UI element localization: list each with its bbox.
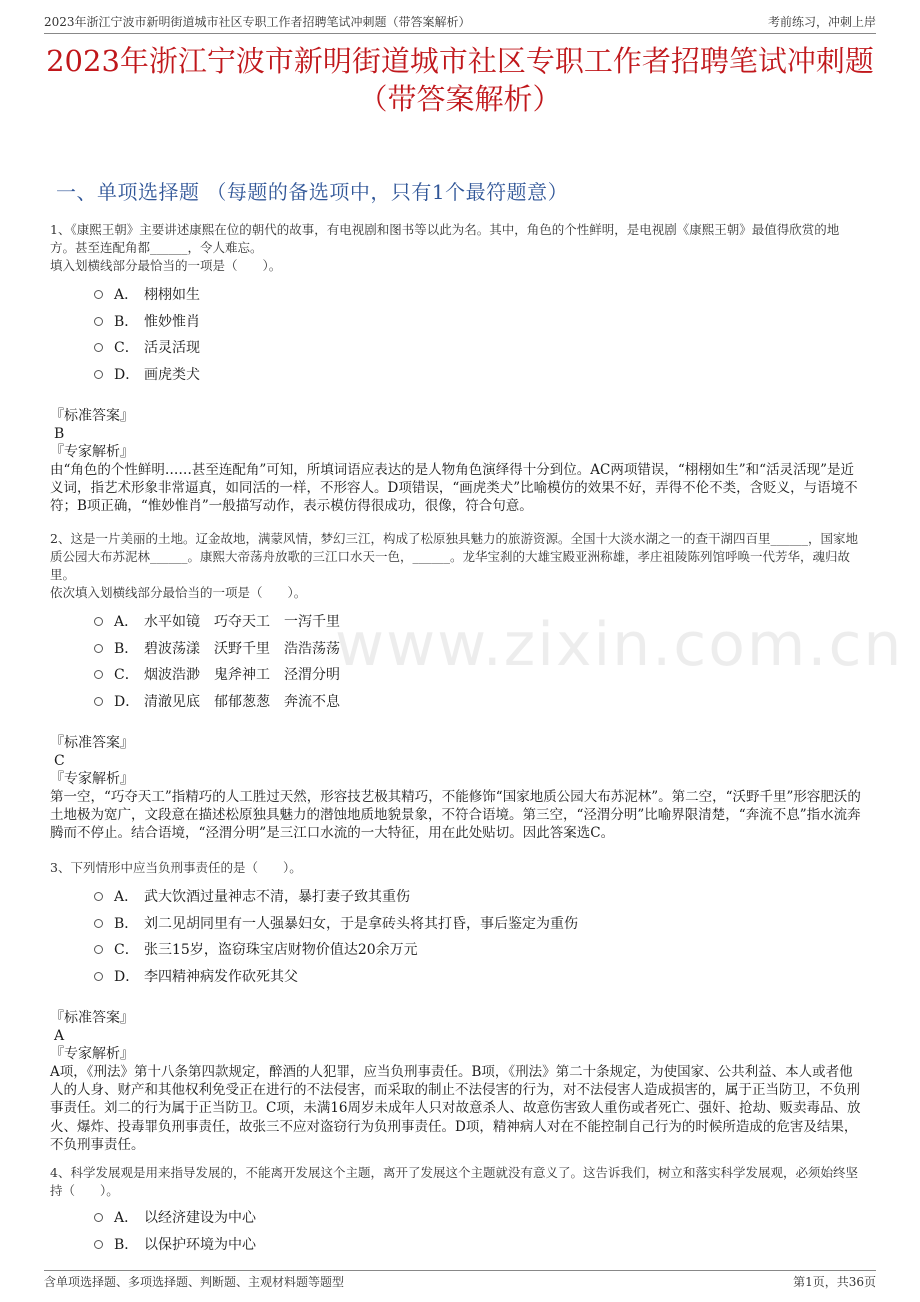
- option-b[interactable]: [50, 635, 864, 662]
- option-a[interactable]: [50, 1204, 864, 1231]
- option-text: 碧波荡漾 沃野千里 浩浩荡荡: [144, 640, 340, 657]
- option-text: 李四精神病发作砍死其父: [144, 968, 298, 985]
- question-1: [50, 221, 864, 516]
- option-text: 烟波浩渺 鬼斧神工 泾渭分明: [144, 667, 340, 684]
- question-stem: 4、科学发展观是用来指导发展的，不能离开发展这个主题，离开了发展这个主题就没有意义了。这告诉我们，树立和落实科学发展观，必须始终坚持（ ）。: [50, 1165, 858, 1198]
- answer-value: B: [54, 426, 65, 442]
- radio-icon[interactable]: [94, 919, 103, 928]
- analysis-label: 『专家解析』: [50, 771, 134, 787]
- option-text: 以保护环境为中心: [144, 1236, 256, 1253]
- option-letter: A．: [114, 614, 139, 631]
- radio-icon[interactable]: [94, 343, 103, 352]
- radio-icon[interactable]: [94, 1240, 103, 1249]
- option-letter: D．: [114, 693, 140, 710]
- option-letter: C．: [114, 667, 139, 684]
- option-letter: B．: [114, 1236, 139, 1253]
- option-letter: A．: [114, 1210, 139, 1227]
- page-footer: [44, 1270, 876, 1295]
- answer-label: 『标准答案』: [50, 735, 134, 751]
- question-stem: 1、《康熙王朝》主要讲述康熙在位的朝代的故事，有电视剧和图书等以此为名。其中，角色的个性鲜明，是电视剧《康熙王朝》最值得欣赏的地方。甚至连配角都______，令人难忘。: [50, 222, 840, 255]
- option-text: 武大饮酒过量神志不清，暴打妻子致其重伤: [144, 889, 410, 906]
- option-c[interactable]: [50, 936, 864, 963]
- radio-icon[interactable]: [94, 670, 103, 679]
- analysis-label: 『专家解析』: [50, 444, 134, 460]
- watermark: www.zixin.com.cn: [335, 610, 904, 680]
- option-letter: D．: [114, 968, 140, 985]
- option-text: 水平如镜 巧夺天工 一泻千里: [144, 614, 340, 631]
- option-b[interactable]: [50, 1231, 864, 1258]
- answer-value: A: [54, 1028, 65, 1044]
- answer-label: 『标准答案』: [50, 1010, 134, 1026]
- option-c[interactable]: [50, 661, 864, 688]
- option-text: 以经济建设为中心: [144, 1210, 256, 1227]
- question-prompt: 填入划横线部分最恰当的一项是（ ）。: [50, 258, 282, 273]
- question-3: [50, 859, 864, 1154]
- option-letter: B．: [114, 640, 139, 657]
- option-letter: C．: [114, 942, 139, 959]
- option-a[interactable]: [50, 883, 864, 910]
- radio-icon[interactable]: [94, 697, 103, 706]
- header-left-text: 2023年浙江宁波市新明街道城市社区专职工作者招聘笔试冲刺题（带答案解析）: [44, 15, 471, 29]
- option-a[interactable]: [50, 608, 864, 635]
- option-text: 栩栩如生: [144, 287, 200, 304]
- option-letter: A．: [114, 889, 139, 906]
- option-d[interactable]: [50, 361, 864, 388]
- option-letter: C．: [114, 340, 139, 357]
- radio-icon[interactable]: [94, 617, 103, 626]
- option-d[interactable]: [50, 963, 864, 990]
- option-letter: A．: [114, 287, 139, 304]
- option-d[interactable]: [50, 688, 864, 715]
- option-text: 活灵活现: [144, 340, 200, 357]
- option-text: 惟妙惟肖: [144, 313, 200, 330]
- option-letter: B．: [114, 313, 139, 330]
- question-stem: 2、这是一片美丽的土地。辽金故地，满蒙风情，梦幻三江，构成了松原独具魅力的旅游资源。全国十大淡水湖之一的查干湖四百里______，国家地质公园大布苏泥林______。康熙大帝荡舟放歌的三江口水天一色，______。龙华宝刹的大雄宝殿亚洲称雄，孝庄祖陵陈列馆呼唤一代芳华，魂归故里。: [50, 531, 858, 582]
- radio-icon[interactable]: [94, 370, 103, 379]
- question-stem: 3、下列情形中应当负刑事责任的是（ ）。: [50, 860, 302, 875]
- option-b[interactable]: [50, 910, 864, 937]
- radio-icon[interactable]: [94, 972, 103, 981]
- page-header: [44, 8, 876, 34]
- header-right-text: 考前练习，冲刺上岸: [767, 15, 876, 29]
- option-text: 画虎类犬: [144, 366, 200, 383]
- option-letter: B．: [114, 915, 139, 932]
- option-letter: D．: [114, 366, 140, 383]
- analysis-text: 第一空，“巧夺天工”指精巧的人工胜过天然，形容技艺极其精巧，不能修饰“国家地质公园大布苏泥林”。第二空，“沃野千里”形容肥沃的土地极为宽广，文段意在描述松原独具魅力的潜蚀地质地貌景象，不符合语境。第三空，“泾渭分明”比喻界限清楚，“奔流不息”指水流奔腾而不停止。结合语境，“泾渭分明”是三江口水流的一大特征，用在此处贴切。因此答案选C。: [50, 789, 861, 842]
- option-a[interactable]: [50, 281, 864, 308]
- answer-value: C: [54, 753, 65, 769]
- option-b[interactable]: [50, 308, 864, 335]
- radio-icon[interactable]: [94, 892, 103, 901]
- question-2: [50, 530, 864, 843]
- analysis-text: A项，《刑法》第十八条第四款规定，醉酒的人犯罪，应当负刑事责任。B项，《刑法》第二十条规定，为使国家、公共利益、本人或者他人的人身、财产和其他权利免受正在进行的不法侵害，而采取的制止不法侵害的行为，对不法侵害人造成损害的，属于正当防卫，不负刑事责任。刘二的行为属于正当防卫。C项，未满16周岁未成年人只对故意杀人、故意伤害致人重伤或者死亡、强奸、抢劫、贩卖毒品、放火、爆炸、投毒罪负刑事责任，故张三不应对盗窃行为负刑事责任。D项，精神病人对在不能控制自己行为的时候所造成的危害及结果，不负刑事责任。: [50, 1064, 861, 1153]
- radio-icon[interactable]: [94, 290, 103, 299]
- radio-icon[interactable]: [94, 317, 103, 326]
- answer-label: 『标准答案』: [50, 408, 134, 424]
- option-text: 刘二见胡同里有一人强暴妇女，于是拿砖头将其打昏，事后鉴定为重伤: [144, 915, 578, 932]
- radio-icon[interactable]: [94, 644, 103, 653]
- radio-icon[interactable]: [94, 1213, 103, 1222]
- option-c[interactable]: [50, 334, 864, 361]
- analysis-label: 『专家解析』: [50, 1046, 134, 1062]
- radio-icon[interactable]: [94, 945, 103, 954]
- option-text: 张三15岁，盗窃珠宝店财物价值达20余万元: [144, 942, 418, 959]
- section-title: 一、单项选择题 （每题的备选项中，只有1个最符题意）: [56, 180, 569, 204]
- question-prompt: 依次填入划横线部分最恰当的一项是（ ）。: [50, 585, 307, 600]
- footer-left-text: 含单项选择题、多项选择题、判断题、主观材料题等题型: [44, 1275, 345, 1289]
- document-title: 2023年浙江宁波市新明街道城市社区专职工作者招聘笔试冲刺题（带答案解析）: [46, 44, 874, 116]
- question-4: [50, 1164, 864, 1257]
- analysis-text: 由“角色的个性鲜明……甚至连配角”可知，所填词语应表达的是人物角色演绎得十分到位。AC两项错误，“栩栩如生”和“活灵活现”是近义词，指艺术形象非常逼真，如同活的一样，不形容人。D项错误，“画虎类犬”比喻模仿的效果不好，弄得不伦不类，含贬义，与语境不符；B项正确，“惟妙惟肖”一般描写动作，表示模仿得很成功，很像，符合句意。: [50, 462, 858, 515]
- option-text: 清澈见底 郁郁葱葱 奔流不息: [144, 693, 340, 710]
- page-number: 第1页，共36页: [793, 1275, 876, 1289]
